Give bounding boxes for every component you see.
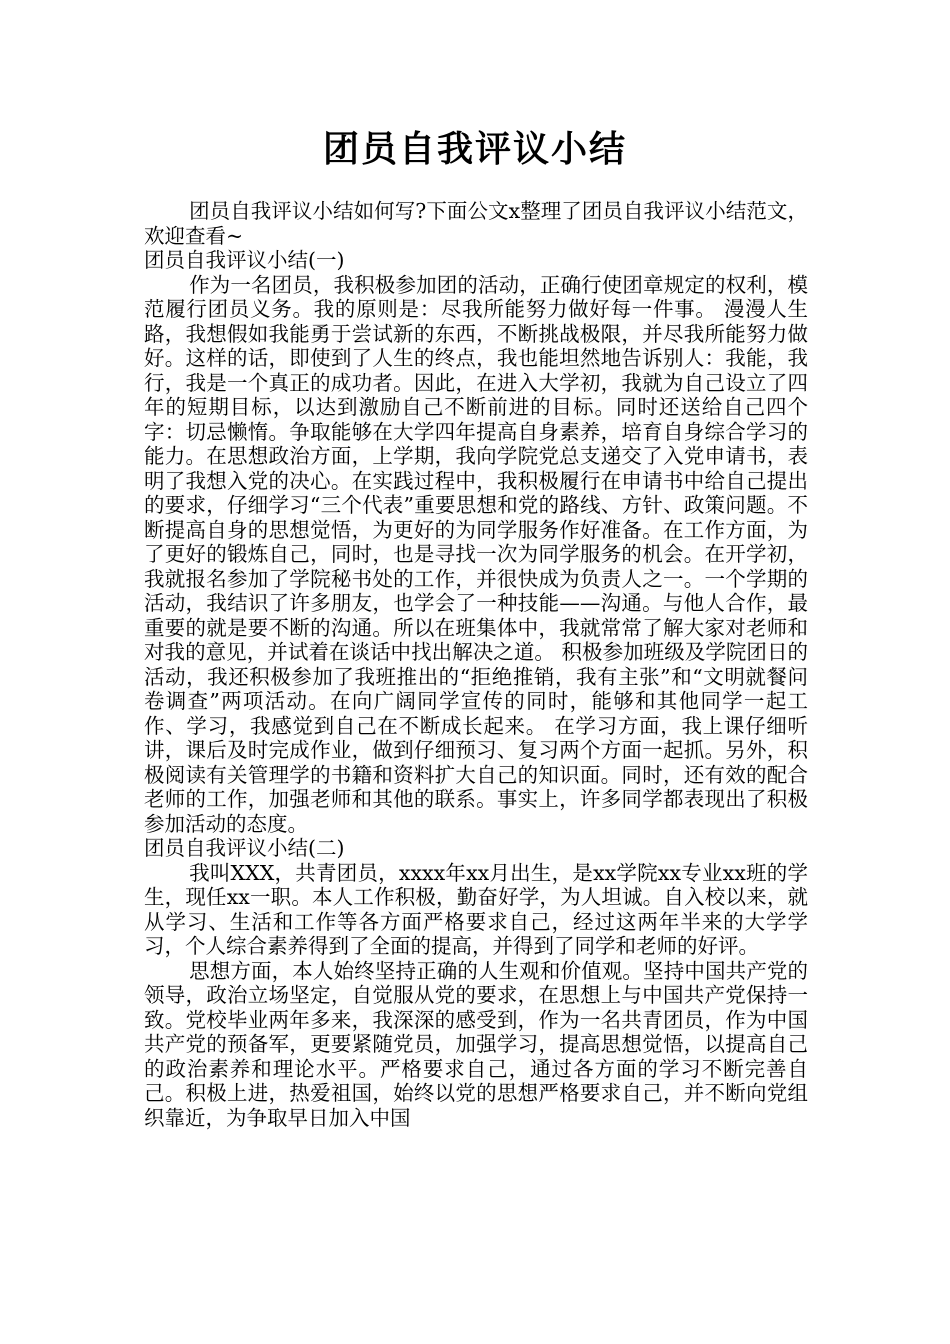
document-body [144, 199, 808, 1130]
page-title: 团员自我评议小结 [322, 129, 627, 170]
section-2-paragraph-1: 我叫XXX，共青团员，xxxx年xx月出生，是xx学院xx专业xx班的学生，现任xx一职。本人工作积极，勤奋好学，为人坦诚。自入校以来，就从学习、生活和工作等各方面严格要求自己，经过这两年半来的大学学习，个人综合素养得到了全面的提高，并得到了同学和老师的好评。 [144, 860, 808, 958]
section-2-paragraph-2: 思想方面，本人始终坚持正确的人生观和价值观。坚持中国共产党的领导，政治立场坚定，自觉服从党的要求，在思想上与中国共产党保持一致。党校毕业两年多来，我深深的感受到，作为一名共青团员，作为中国共产党的预备军，更要紧随党员，加强学习，提高思想觉悟，以提高自己的政治素养和理论水平。严格要求自己，通过各方面的学习不断完善自己。积极上进，热爱祖国，始终以党的思想严格要求自己，并不断向党组织靠近，为争取早日加入中国 [144, 958, 808, 1130]
intro-paragraph: 团员自我评议小结如何写?下面公文x整理了团员自我评议小结范文，欢迎查看~ [144, 199, 808, 248]
section-1-paragraph: 作为一名团员，我积极参加团的活动，正确行使团章规定的权利，模范履行团员义务。我的原则是：尽我所能努力做好每一件事。 漫漫人生路，我想假如我能勇于尝试新的东西，不断挑战极限，并尽我所能努力做好。这样的话，即使到了人生的终点，我也能坦然地告诉别人：我能，我行，我是一个真正的成功者。因此，在进入大学初，我就为自己设立了四年的短期目标，以达到激励自己不断前进的目标。同时还送给自己四个字：切忌懒惰。争取能够在大学四年提高自身素养，培育自身综合学习的能力。在思想政治方面，上学期，我向学院党总支递交了入党申请书，表明了我想入党的决心。在实践过程中，我积极履行在申请书中给自己提出的要求，仔细学习“三个代表”重要思想和党的路线、方针、政策问题。不断提高自身的思想觉悟，为更好的为同学服务作好准备。在工作方面，为了更好的锻炼自己，同时，也是寻找一次为同学服务的机会。在开学初，我就报名参加了学院秘书处的工作，并很快成为负责人之一。一个学期的活动，我结识了许多朋友，也学会了一种技能——沟通。与他人合作，最重要的就是要不断的沟通。所以在班集体中，我就常常了解大家对老师和对我的意见，并试着在谈话中找出解决之道。 积极参加班级及学院团日的活动，我还积极参加了我班推出的“拒绝推销，我有主张”和“文明就餐问卷调查”两项活动。在向广阔同学宣传的同时，能够和其他同学一起工作、学习，我感觉到自己在不断成长起来。 在学习方面，我上课仔细听讲，课后及时完成作业，做到仔细预习、复习两个方面一起抓。另外，积极阅读有关管理学的书籍和资料扩大自己的知识面。同时，还有效的配合老师的工作，加强老师和其他的联系。事实上，许多同学都表现出了积极参加活动的态度。 [144, 272, 808, 836]
section-heading-2: 团员自我评议小结(二) [144, 836, 345, 860]
section-heading-1: 团员自我评议小结(一) [144, 248, 345, 272]
